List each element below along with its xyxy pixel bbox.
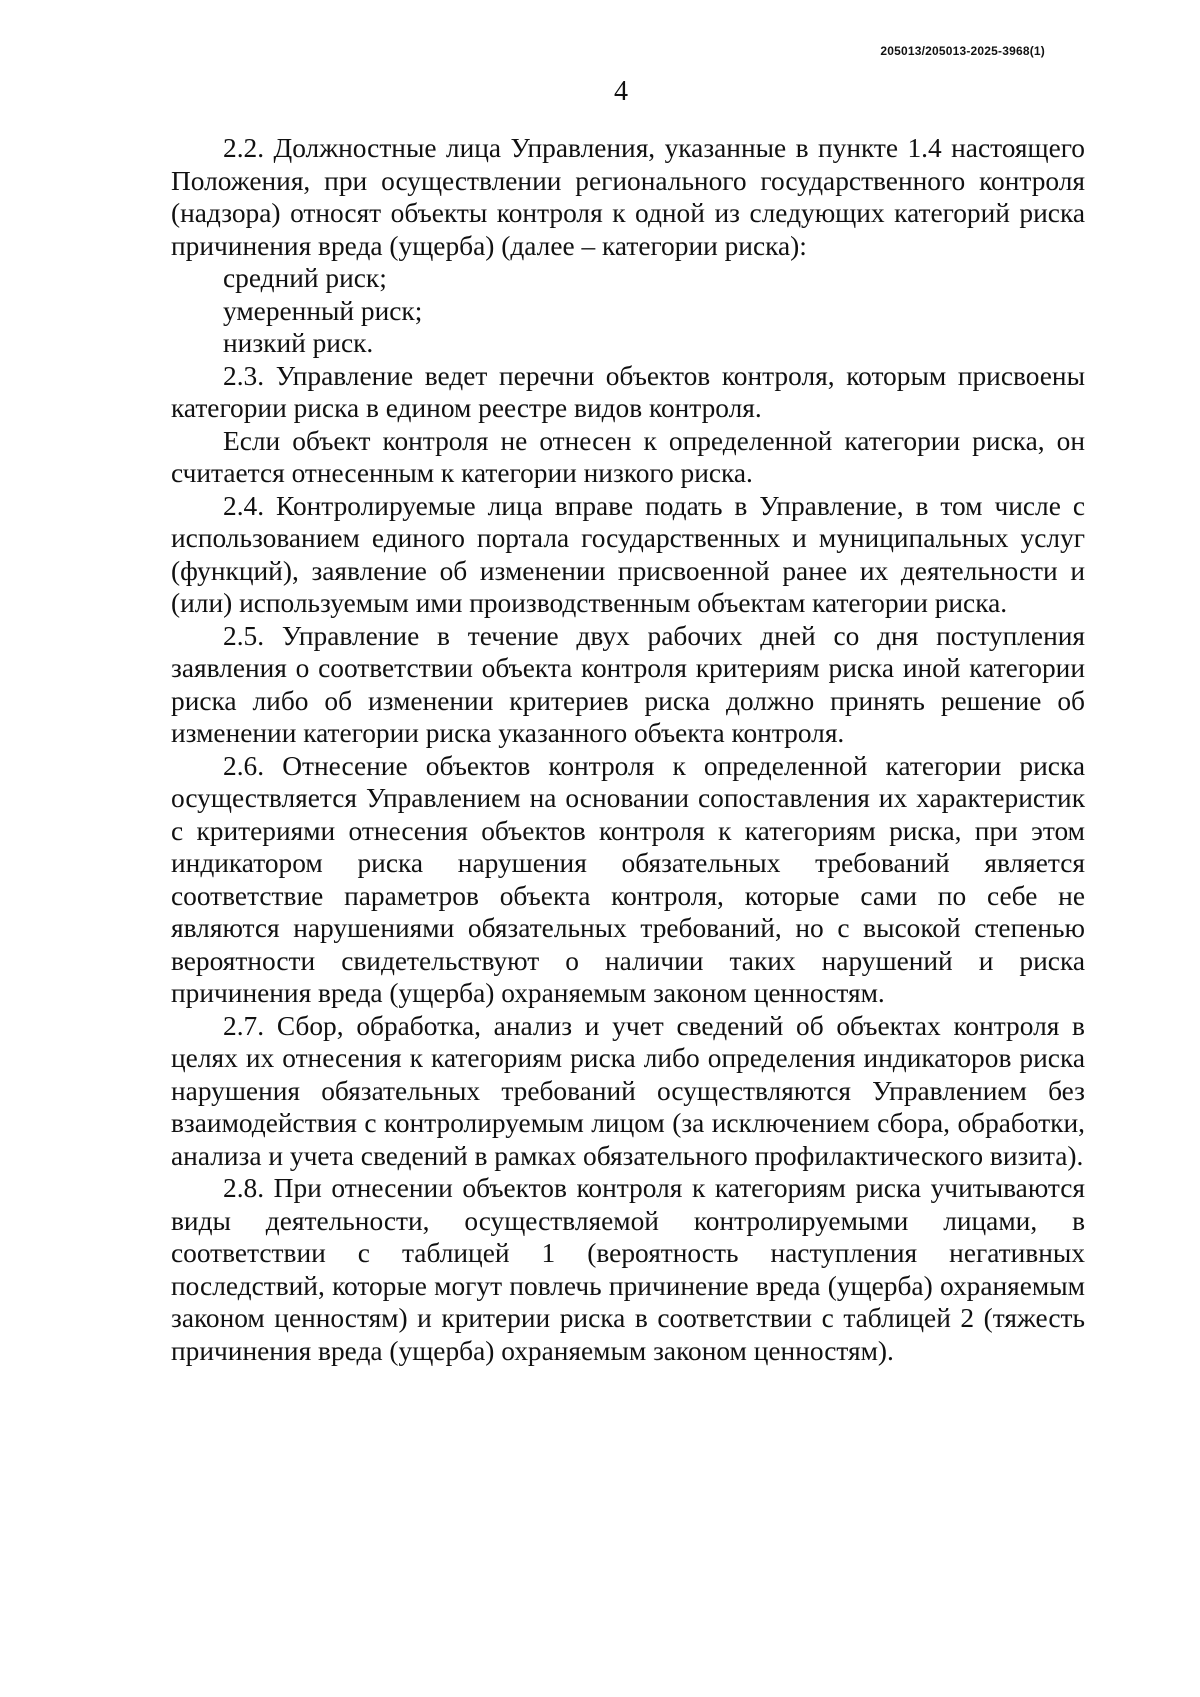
- paragraph-2-2: 2.2. Должностные лица Управления, указанные в пункте 1.4 настоящего Положения, при осуществлении регионального государственного контроля (надзора) относят объекты контроля к одной из следующих категорий риска причинения вреда (ущерба) (далее – категории риска):: [171, 133, 1085, 261]
- document-body: [171, 132, 1085, 1367]
- paragraph-2-4: 2.4. Контролируемые лица вправе подать в Управление, в том числе с использованием единого портала государственных и муниципальных услуг (функций), заявление об изменении присвоенной ранее их деятельности и (или) используемым ими производственным объектам категории риска.: [171, 490, 1085, 618]
- risk-category-moderate: умеренный риск;: [223, 295, 423, 326]
- risk-category-medium: средний риск;: [223, 263, 387, 293]
- paragraph-2-7: 2.7. Сбор, обработка, анализ и учет сведений об объектах контроля в целях их отнесения к категориям риска либо определения индикаторов риска нарушения обязательных требований осуществляются Управлением без взаимодействия с контролируемым лицом (за исключением сбора, обработки, анализа и учета сведений в рамках обязательного профилактического визита).: [171, 1010, 1085, 1171]
- paragraph-2-5: 2.5. Управление в течение двух рабочих дней со дня поступления заявления о соответствии объекта контроля критериям риска иной категории риска либо об изменении критериев риска должно принять решение об изменении категории риска указанного объекта контроля.: [171, 620, 1085, 748]
- document-registration-code: 205013/205013-2025-3968(1): [880, 44, 1045, 58]
- paragraph-2-6: 2.6. Отнесение объектов контроля к определенной категории риска осуществляется Управлением на основании сопоставления их характеристик с критериями отнесения объектов контроля к категориям риска, при этом индикатором риска нарушения обязательных требований является соответствие параметров объекта контроля, которые сами по себе не являются нарушениями обязательных требований, но с высокой степенью вероятности свидетельствуют о наличии таких нарушений и риска причинения вреда (ущерба) охраняемым законом ценностям.: [171, 750, 1085, 1008]
- paragraph-2-3: 2.3. Управление ведет перечни объектов контроля, которым присвоены категории риска в едином реестре видов контроля.: [171, 360, 1085, 423]
- paragraph-2-3-continued: Если объект контроля не отнесен к определенной категории риска, он считается отнесенным к категории низкого риска.: [171, 425, 1085, 488]
- risk-category-low: низкий риск.: [223, 328, 374, 358]
- paragraph-2-8: 2.8. При отнесении объектов контроля к категориям риска учитываются виды деятельности, осуществляемой контролируемыми лицами, в соответствии с таблицей 1 (вероятность наступления негативных последствий, которые могут повлечь причинение вреда (ущерба) охраняемым законом ценностям) и критерии риска в соответствии с таблицей 2 (тяжесть причинения вреда (ущерба) охраняемым законом ценностям).: [171, 1173, 1085, 1366]
- page-number: 4: [614, 76, 628, 107]
